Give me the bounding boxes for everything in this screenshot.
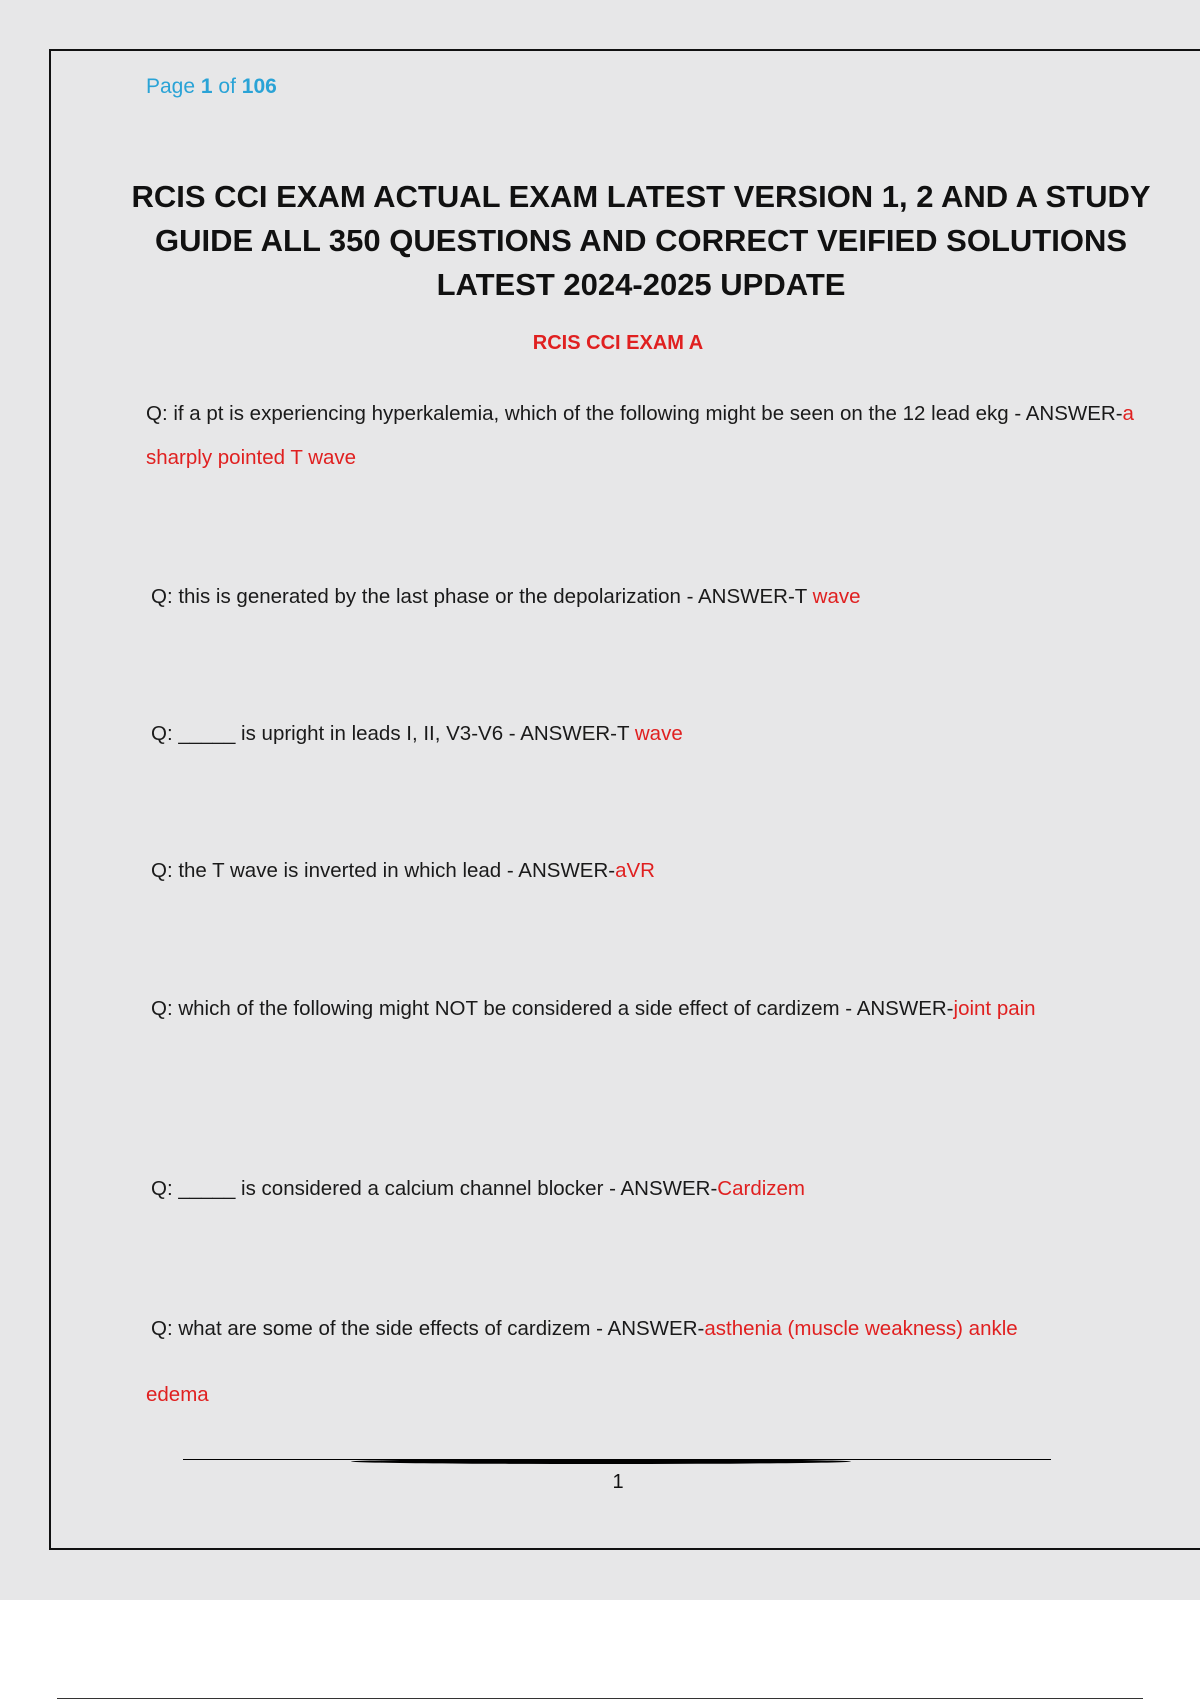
- qa-item-7: [146, 1296, 1046, 1428]
- page-of: of: [218, 75, 236, 98]
- answer-text: wave: [634, 722, 683, 745]
- question-text: Q: _____ is considered a calcium channel blocker - ANSWER-: [151, 1177, 718, 1200]
- qa-item-2: [151, 575, 1151, 619]
- answer-text: a sharply pointed T wave: [146, 402, 1134, 469]
- page-number: 1: [612, 1471, 624, 1493]
- section-heading: RCIS CCI EXAM A: [532, 332, 704, 354]
- qa-item-3: [151, 712, 1151, 756]
- qa-item-5: [146, 987, 1146, 1031]
- answer-text: joint pain: [953, 997, 1036, 1020]
- answer-text: aVR: [615, 859, 655, 882]
- qa-item-4: [151, 849, 1151, 893]
- document-title: RCIS CCI EXAM ACTUAL EXAM LATEST VERSION 1, 2 AND A STUDY GUIDE ALL 350 QUESTIONS AND CORRECT VEIFIED SOLUTIONS LATEST 2024-2025 UPDATE: [131, 179, 1151, 302]
- answer-text: wave: [812, 585, 861, 608]
- question-text: Q: what are some of the side effects of cardizem - ANSWER-: [151, 1317, 705, 1340]
- answer-text: Cardizem: [717, 1177, 806, 1200]
- question-text: Q: _____ is upright in leads I, II, V3-V6 - ANSWER-T: [151, 722, 635, 745]
- document-page: [49, 49, 1200, 1550]
- answer-text: asthenia (muscle weakness) ankle edema: [146, 1317, 1018, 1406]
- question-text: Q: this is generated by the last phase or the depolarization - ANSWER-T: [151, 585, 813, 608]
- qa-item-1: [146, 392, 1146, 480]
- question-text: Q: if a pt is experiencing hyperkalemia, which of the following might be seen on the 12 lead ekg - ANSWER-: [146, 402, 1123, 425]
- question-text: Q: the T wave is inverted in which lead - ANSWER-: [151, 859, 616, 882]
- page-prefix: Page: [146, 75, 196, 98]
- qa-item-6: [151, 1167, 1151, 1211]
- footer-rule-accent: [351, 1459, 851, 1464]
- page-counter: [146, 75, 277, 99]
- page-total: 106: [241, 75, 277, 98]
- page-current: 1: [200, 75, 213, 98]
- question-text: Q: which of the following might NOT be considered a side effect of cardizem - ANSWER-: [151, 997, 954, 1020]
- next-page-divider: [57, 1698, 1143, 1699]
